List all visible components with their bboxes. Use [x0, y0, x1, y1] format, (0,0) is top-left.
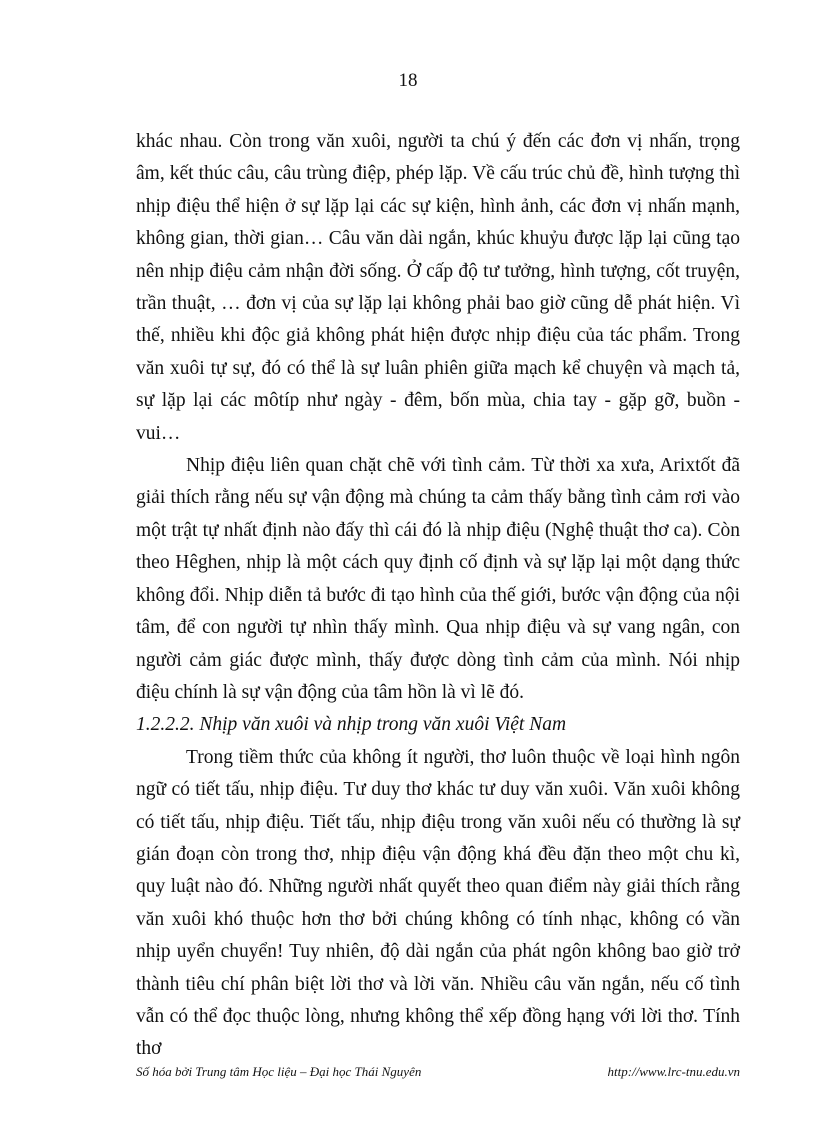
footer-source: Số hóa bởi Trung tâm Học liệu – Đại học Thái Nguyên: [136, 1064, 422, 1079]
paragraph-prose-rhythm: Trong tiềm thức của không ít người, thơ luôn thuộc về loại hình ngôn ngữ có tiết tấu, nhịp điệu. Tư duy thơ khác tư duy văn xuôi. Văn xuôi không có tiết tấu, nhịp điệu. Tiết tấu, nhịp điệu trong văn xuôi nếu có thường là sự gián đoạn còn trong thơ, nhịp điệu vận động khá đều đặn theo một chu kì, quy luật nào đó. Những người nhất quyết theo quan điểm này giải thích rằng văn xuôi khó thuộc hơn thơ bởi chúng không có tính nhạc, không có vần nhịp uyển chuyển! Tuy nhiên, độ dài ngắn của phát ngôn không bao giờ trở thành tiêu chí phân biệt lời thơ và lời văn. Nhiều câu văn ngắn, nếu cố tình vẫn có thể đọc thuộc lòng, nhưng không thể xếp đồng hạng với lời thơ. Tính thơ: [136, 746, 740, 1060]
footer-url: http://www.lrc-tnu.edu.vn: [607, 1064, 740, 1079]
paragraph-continued: khác nhau. Còn trong văn xuôi, người ta chú ý đến các đơn vị nhấn, trọng âm, kết thúc câu, câu trùng điệp, phép lặp. Về cấu trúc chủ đề, hình tượng thì nhịp điệu thể hiện ở sự lặp lại các sự kiện, hình ảnh, các đơn vị nhấn mạnh, không gian, thời gian… Câu văn dài ngắn, khúc khuỷu được lặp lại cũng tạo nên nhịp điệu cảm nhận đời sống. Ở cấp độ tư tưởng, hình tượng, cốt truyện, trần thuật, … đơn vị của sự lặp lại không phải bao giờ cũng dễ phát hiện. Vì thế, nhiều khi độc giả không phát hiện được nhịp điệu của tác phẩm. Trong văn xuôi tự sự, đó có thể là sự luân phiên giữa mạch kể chuyện và mạch tả, sự lặp lại các môtíp như ngày - đêm, bốn mùa, chia tay - gặp gỡ, buồn - vui…: [136, 131, 740, 444]
body-text: [136, 126, 740, 1066]
section-heading: 1.2.2.2. Nhịp văn xuôi và nhịp trong văn xuôi Việt Nam: [136, 714, 567, 736]
page-footer: [136, 1064, 740, 1080]
paragraph-rhythm-emotion: Nhịp điệu liên quan chặt chẽ với tình cảm. Từ thời xa xưa, Arixtốt đã giải thích rằng nếu sự vận động mà chúng ta cảm thấy bằng tình cảm rơi vào một trật tự nhất định nào đấy thì cái đó là nhịp điệu (Nghệ thuật thơ ca). Còn theo Hêghen, nhịp là một cách quy định cố định và sự lặp lại một dạng thức không đổi. Nhịp diễn tả bước đi tạo hình của thế giới, bước vận động của nội tâm, để con người tự nhìn thấy mình. Qua nhịp điệu và sự vang ngân, con người cảm giác được mình, thấy được dòng tình cảm của mình. Nói nhịp điệu chính là sự vận động của tâm hồn là vì lẽ đó.: [136, 455, 740, 703]
page-number: 18: [398, 70, 418, 91]
